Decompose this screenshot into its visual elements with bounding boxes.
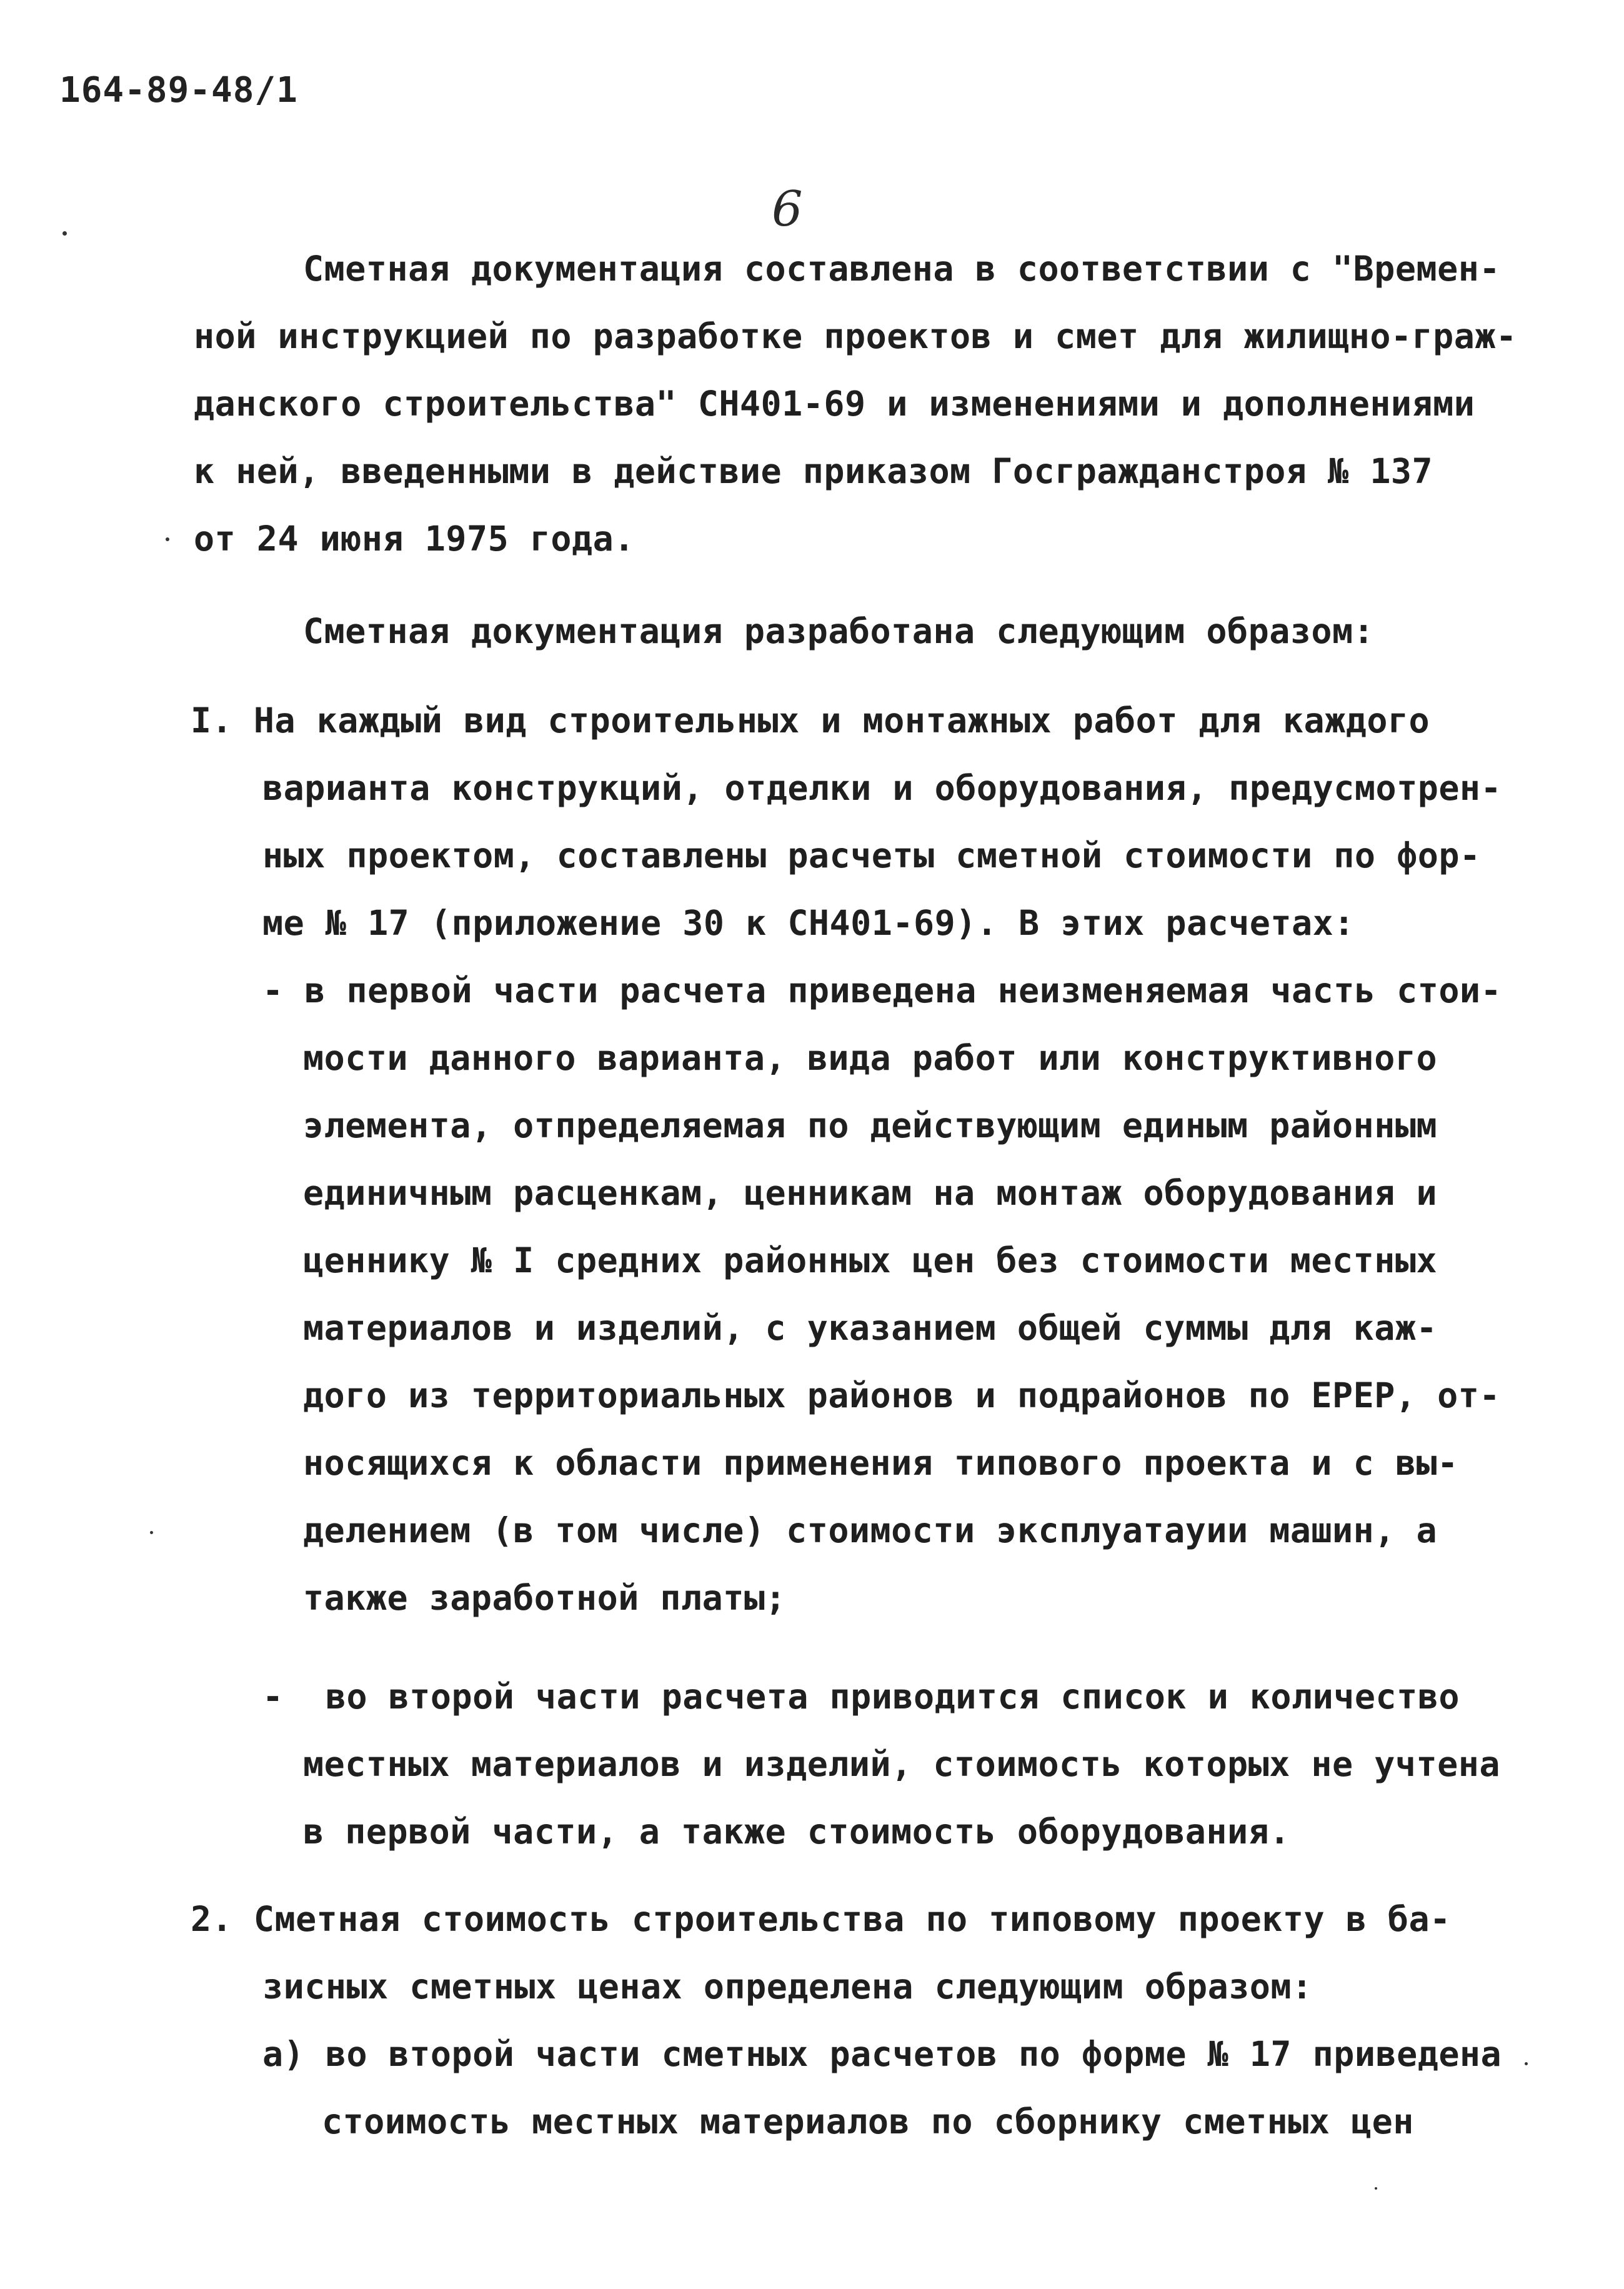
bullet-1-line: также заработной платы; <box>303 1578 787 1618</box>
item-1-line: ных проектом, составлены расчеты сметной стоимости по фор- <box>262 835 1481 875</box>
scan-speck <box>62 231 67 236</box>
bullet-1-line: делением (в том числе) стоимости эксплуатауии машин, а <box>303 1510 1438 1550</box>
bullet-1-line: - в первой части расчета приведена неизменяемая часть стои- <box>262 970 1502 1010</box>
page-number: 6 <box>772 181 803 237</box>
bullet-1-line: элемента, отпределяемая по действующим единым районным <box>303 1105 1438 1145</box>
scan-speck <box>1375 2187 1377 2190</box>
bullet-1-line: дого из территориальных районов и подрайонов по ЕРЕР, от- <box>303 1375 1500 1415</box>
bullet-1-line: ценнику № I средних районных цен без стоимости местных <box>303 1240 1438 1280</box>
intro-line: ной инструкцией по разработке проектов и смет для жилищно-граж- <box>194 316 1517 356</box>
scan-speck <box>166 537 169 541</box>
bullet-2-line: - во второй части расчета приводится список и количество <box>262 1677 1460 1717</box>
bullet-1-line: материалов и изделий, с указанием общей суммы для каж- <box>303 1308 1438 1348</box>
intro-line: Сметная документация составлена в соответствии с "Времен- <box>303 249 1500 289</box>
item-2a-line: стоимость местных материалов по сборнику сметных цен <box>322 2102 1414 2142</box>
bullet-1-line: единичным расценкам, ценникам на монтаж оборудования и <box>303 1173 1438 1213</box>
scan-speck <box>150 1531 153 1534</box>
intro-line: к ней, введенными в действие приказом Госгражданстроя № 137 <box>194 451 1433 491</box>
bullet-1-line: мости данного варианта, вида работ или конструктивного <box>303 1038 1438 1078</box>
bullet-2-line: в первой части, а также стоимость оборудования. <box>303 1812 1290 1852</box>
item-1-line: I. На каждый вид строительных и монтажных работ для каждого <box>191 701 1430 741</box>
bullet-1-line: носящихся к области применения типового проекта и с вы- <box>303 1443 1458 1483</box>
intro-line: данского строительства" СН401-69 и изменениями и дополнениями <box>194 384 1475 424</box>
intro-line: от 24 июня 1975 года. <box>194 519 635 559</box>
item-1-line: варианта конструкций, отделки и оборудования, предусмотрен- <box>262 768 1502 808</box>
item-2-line: зисных сметных ценах определена следующим образом: <box>262 1967 1313 2007</box>
lead-sentence: Сметная документация разработана следующим образом: <box>303 611 1375 651</box>
document-code: 164-89-48/1 <box>59 70 298 111</box>
item-2-line: 2. Сметная стоимость строительства по типовому проекту в ба- <box>191 1899 1451 1939</box>
item-2a-line: а) во второй части сметных расчетов по форме № 17 приведена <box>262 2034 1502 2074</box>
item-1-line: ме № 17 (приложение 30 к СН401-69). В этих расчетах: <box>262 903 1355 943</box>
bullet-2-line: местных материалов и изделий, стоимость которых не учтена <box>303 1744 1500 1784</box>
scan-speck <box>1525 2062 1528 2065</box>
